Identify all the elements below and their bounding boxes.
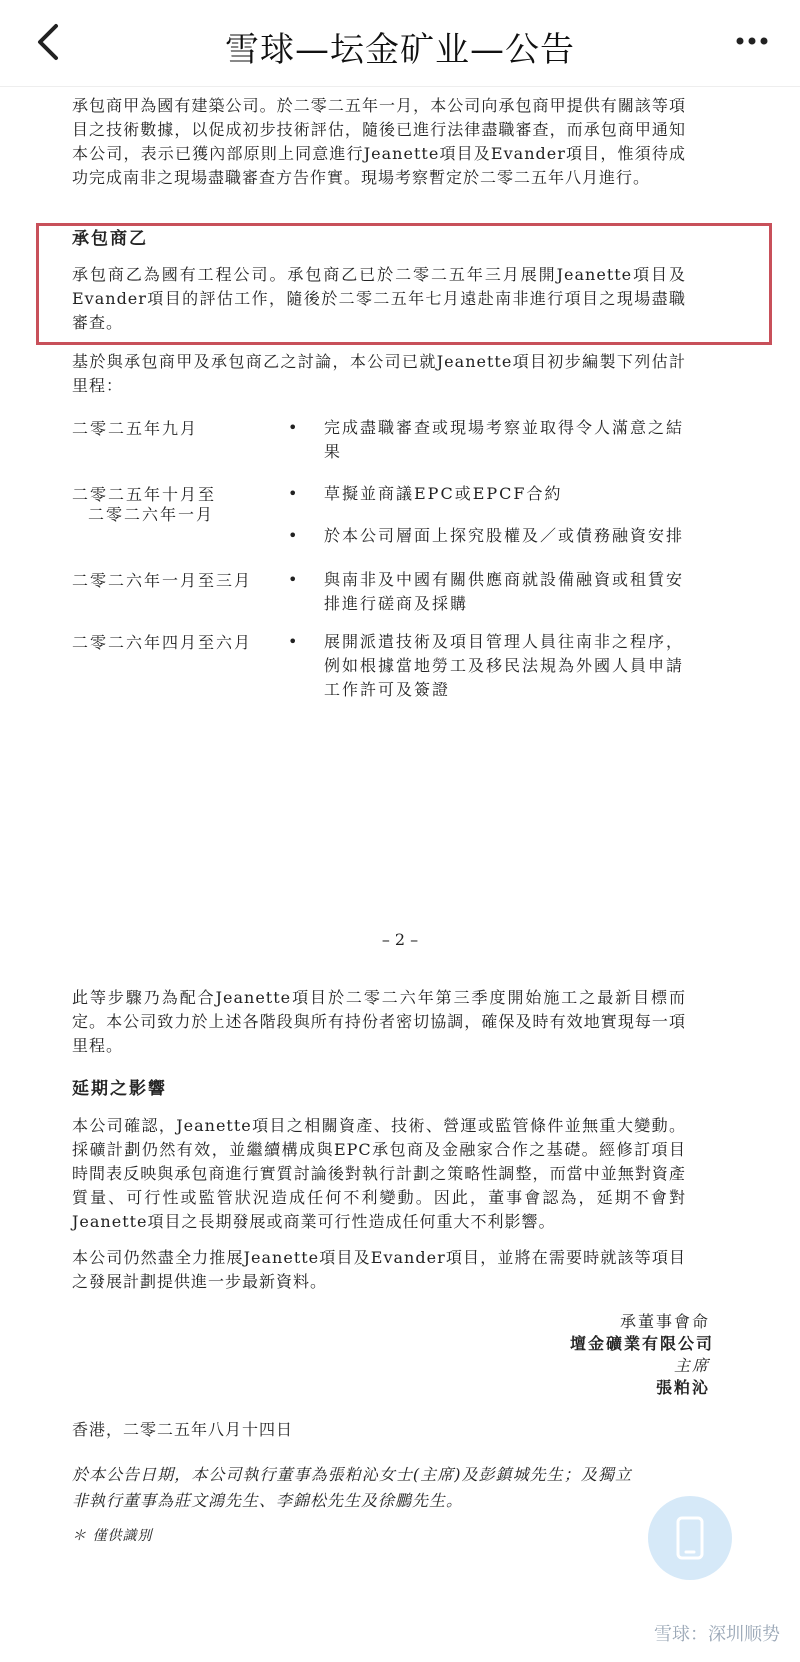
bullet-icon: • [288,632,298,651]
watermark-text: 雪球：深圳顺势 [654,1624,780,1645]
signoff-name: 張粕沁 [655,1378,710,1397]
more-options-icon[interactable] [732,26,772,56]
schedule-item: 草擬並商議EPC或EPCF合約 [324,484,563,503]
bullet-icon: • [288,526,298,545]
bullet-icon: • [288,418,298,437]
schedule-date: 二零二五年十月至 [72,485,217,504]
bullet-icon: • [288,484,298,503]
page-title: 雪球—坛金矿业—公告 [225,30,575,70]
date-location: 香港，二零二五年八月十四日 [72,1420,294,1439]
paragraph-contractor-a: 承包商甲為國有建築公司。於二零二五年一月，本公司向承包商甲提供有關該等項目之技術數據，以促成初步技術評估，隨後已進行法律盡職審查，而承包商甲通知本公司，表示已獲內部原則上同意進行Jeanette項目及Evander項目，惟須待成功完成南非之現場盡職審查方告作實。現場考察暫定於二零二五年八月進行。 [72,96,686,187]
floating-phone-button[interactable] [648,1496,732,1580]
schedule-item: 完成盡職審查或現場考察並取得令人滿意之結果 [324,418,685,461]
heading-delay-impact: 延期之影響 [72,1079,167,1099]
footnote: ＊ 僅供識別 [72,1528,153,1544]
paragraph-milestones-intro: 基於與承包商甲及承包商乙之討論，本公司已就Jeanette項目初步編製下列估計里程： [72,352,686,395]
schedule-date-continued: 二零二六年一月 [88,505,215,524]
schedule-item: 與南非及中國有關供應商就設備融資或租賃安排進行磋商及採購 [324,570,685,613]
schedule-item: 展開派遣技術及項目管理人員往南非之程序，例如根據當地勞工及移民法規為外國人員申請工作許可及簽證 [324,632,685,699]
paragraph-steps: 此等步驟乃為配合Jeanette項目於二零二六年第三季度開始施工之最新目標而定。本公司致力於上述各階段與所有持份者密切協調，確保及時有效地實現每一項里程。 [72,988,686,1055]
signoff-company: 壇金礦業有限公司 [569,1334,714,1353]
schedule-date: 二零二六年一月至三月 [72,571,253,590]
phone-rotate-icon [648,1496,732,1580]
top-nav-bar [0,0,800,87]
paragraph-commitment: 本公司仍然盡全力推展Jeanette項目及Evander項目，並將在需要時就該等項目之發展計劃提供進一步最新資料。 [72,1248,686,1291]
signoff-by-order: 承董事會命 [619,1312,710,1331]
bullet-icon: • [288,570,298,589]
page-number: – 2 – [381,930,419,949]
paragraph-contractor-b: 承包商乙為國有工程公司。承包商乙已於二零二五年三月展開Jeanette項目及Evander項目的評估工作，隨後於二零二五年七月遠赴南非進行項目之現場盡職審查。 [72,265,686,332]
heading-contractor-b: 承包商乙 [72,229,148,249]
directors-statement: 於本公告日期，本公司執行董事為張粕沁女士(主席)及彭鎮城先生；及獨立非執行董事為莊文鴻先生、李錦松先生及徐鵬先生。 [72,1465,632,1510]
schedule-date: 二零二五年九月 [72,419,199,438]
signoff-role: 主席 [673,1356,710,1375]
schedule-date: 二零二六年四月至六月 [72,633,253,652]
schedule-item: 於本公司層面上探究股權及／或債務融資安排 [324,526,685,545]
paragraph-delay-impact: 本公司確認，Jeanette項目之相關資產、技術、營運或監管條件並無重大變動。採礦計劃仍然有效，並繼續構成與EPC承包商及金融家合作之基礎。經修訂項目時間表反映與承包商進行實質討論後對執行計劃之策略性調整，而當中並無對資產質量、可行性或監管狀況造成任何不利變動。因此，董事會認為，延期不會對Jeanette項目之長期發展或商業可行性造成任何重大不利影響。 [72,1116,686,1231]
